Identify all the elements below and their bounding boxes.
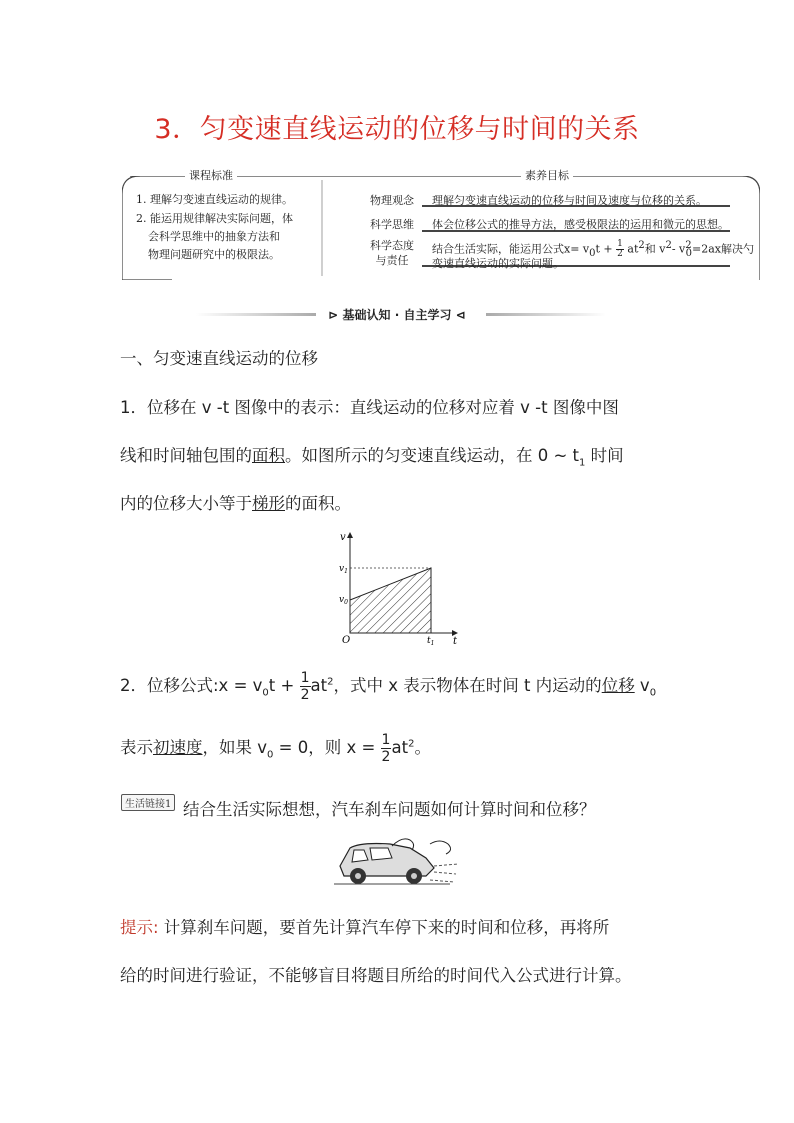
- section-heading: 一、匀变速直线运动的位移: [120, 349, 318, 368]
- text: 表示: [120, 738, 153, 757]
- subscript: 0: [262, 687, 269, 699]
- standard-item: 会科学思维中的抽象方法和: [148, 230, 280, 243]
- standards-label: 课程标准: [185, 167, 237, 183]
- superscript: 2: [327, 676, 334, 688]
- text: ，式中 x 表示物体在时间 t 内运动的: [333, 676, 602, 695]
- paragraph-line: [120, 490, 351, 514]
- vt-graph: [335, 528, 465, 646]
- goal-head-attitude-1: 科学态度: [370, 239, 414, 252]
- goal-fraction: [616, 240, 624, 259]
- goal-text-physics: 理解匀变速直线运动的位移与时间及速度与位移的关系。: [432, 194, 707, 207]
- banner-text: 基础认知 · 自主学习: [342, 308, 452, 322]
- underlined-answer: 梯形: [252, 494, 285, 513]
- goal-head-physics: 物理观念: [370, 194, 414, 207]
- text: 时间: [585, 446, 624, 465]
- hint-label: 提示:: [120, 918, 159, 937]
- subscript: 0: [267, 749, 274, 761]
- text: v: [634, 676, 650, 695]
- goal-text-part: at: [627, 242, 639, 256]
- text: 计算刹车问题，要首先计算汽车停下来的时间和位移，再将所: [158, 918, 610, 937]
- braking-car-illustration: [330, 836, 462, 888]
- banner-arrow-right-icon: ⊲: [451, 308, 466, 322]
- frac-den: 2: [617, 249, 623, 260]
- life-link-tag: 生活链接1: [121, 794, 175, 811]
- paragraph-line: 1．位移在 v -t 图像中的表示：直线运动的位移对应着 v -t 图像中图: [120, 398, 619, 417]
- goal-text-part: 结合生活实际，能运用公式x= v: [432, 242, 590, 256]
- t1-label: $t_1$: [427, 636, 435, 646]
- goal-text-thinking: 体会位移公式的推导方法，感受极限法的运用和微元的思想。: [432, 218, 729, 231]
- subscript: 1: [579, 457, 586, 469]
- formula-line1: [120, 670, 656, 703]
- goal-text-part: - v: [671, 242, 686, 256]
- goal-head-attitude-2: 与责任: [375, 254, 409, 267]
- text: ，如果 v: [202, 738, 268, 757]
- subscript: 0: [649, 687, 657, 699]
- text: = 0，则 x =: [273, 738, 376, 757]
- goals-label: 素养目标: [521, 167, 573, 183]
- text: 内的位移大小等于: [120, 494, 252, 513]
- v1-label: $v_1$: [339, 564, 348, 575]
- text: at: [310, 676, 328, 695]
- goal-head-thinking: 科学思维: [370, 218, 414, 231]
- goal-text-part: =2ax解决勺: [692, 242, 755, 256]
- text: 。: [414, 738, 431, 757]
- paragraph-line: [120, 442, 624, 468]
- banner-arrow-left-icon: ⊳: [328, 308, 343, 322]
- standard-item: 物理问题研究中的极限法。: [148, 248, 280, 261]
- formula-line2: [120, 732, 431, 765]
- frac-den: 2: [381, 749, 391, 765]
- frac-num: 1: [617, 239, 623, 250]
- goal-text-part: 和 v: [644, 242, 666, 256]
- underlined-answer: 位移: [601, 676, 635, 695]
- goal-text-attitude-line1: 结合生活实际，能运用公式$x= v_0t$ + $\frac{1}{2}$ $at^2$和 $v^2-$ $v^2_0=2ax$解决勺: [432, 239, 755, 260]
- superscript: 2: [408, 738, 415, 750]
- standard-item: 2. 能运用规律解决实际问题，体: [136, 212, 293, 225]
- hint-line2: 给的时间进行验证，不能够盲目将题目所给的时间代入公式进行计算。: [120, 966, 632, 985]
- fraction: [381, 732, 392, 765]
- origin-label: O: [342, 635, 351, 646]
- trapezoid-area: [350, 568, 431, 633]
- frac-num: 1: [381, 732, 391, 748]
- goal-text-part: t +: [595, 242, 613, 256]
- v-axis-label: v: [340, 532, 346, 543]
- hint-line1: [120, 914, 609, 938]
- underlined-answer: 面积: [252, 446, 285, 465]
- text: at: [391, 738, 409, 757]
- fraction: [300, 670, 311, 703]
- standard-item: 1. 理解匀变速直线运动的规律。: [136, 193, 293, 206]
- t-axis-label: t: [453, 636, 458, 646]
- goal-text-attitude-line2: 变速直线运动的实际问题。: [432, 257, 564, 270]
- life-link-question: 结合生活实际想想，汽车刹车问题如何计算时间和位移？: [183, 800, 596, 819]
- text: 。如图所示的匀变速直线运动，在 0 ~ t: [285, 446, 580, 465]
- text: t +: [268, 676, 295, 695]
- text: 2．位移公式:x = v: [120, 676, 263, 695]
- underlined-answer: 初速度: [153, 738, 203, 757]
- frac-num: 1: [300, 670, 310, 686]
- text: 线和时间轴包围的: [120, 446, 252, 465]
- text: 的面积。: [285, 494, 351, 513]
- page-title: 3．匀变速直线运动的位移与时间的关系: [154, 114, 640, 145]
- v0-label: $v_0$: [339, 595, 348, 606]
- section-banner: [0, 306, 794, 323]
- frac-den: 2: [300, 687, 310, 703]
